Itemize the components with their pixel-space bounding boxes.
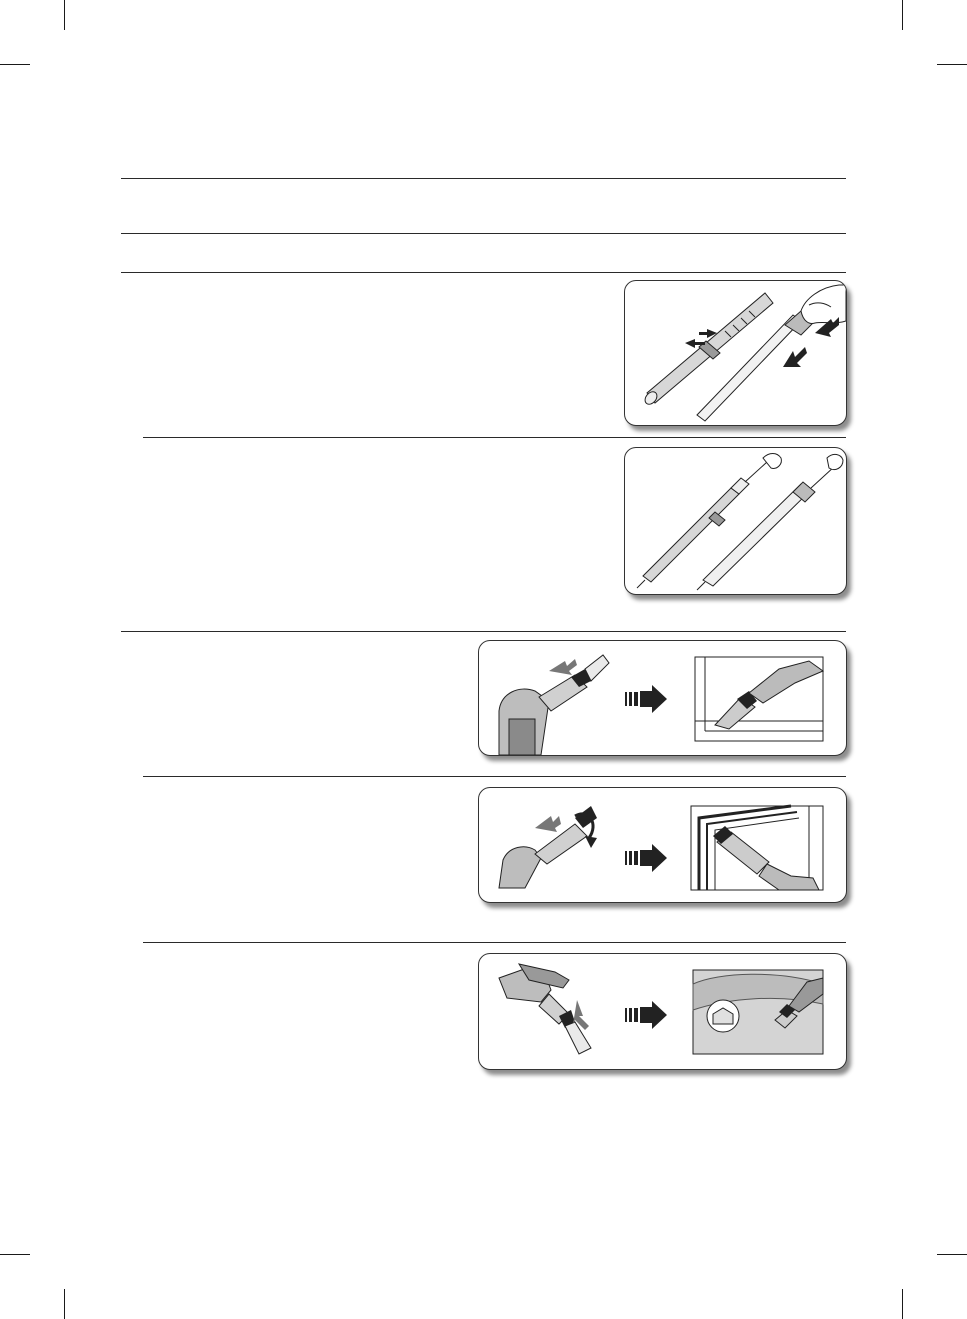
telescopic-pipe-left	[637, 462, 767, 588]
next-step-arrow-icon	[625, 685, 667, 713]
attach-arrow-icon	[549, 659, 577, 675]
title-rule-top	[121, 178, 846, 179]
crop-mark-bottom-right-vertical	[902, 1289, 903, 1319]
crop-mark-top-right-horizontal	[937, 64, 967, 65]
step-divider	[143, 776, 846, 777]
section-2-rule	[121, 631, 846, 632]
crop-mark-top-right-vertical	[902, 0, 903, 30]
window-corner-scene	[695, 657, 823, 741]
extend-arrow-icon	[535, 816, 561, 832]
extend-crevice-tool-illustration	[478, 787, 847, 903]
step-divider	[143, 437, 846, 438]
step-divider	[143, 942, 846, 943]
car-interior-cleaning-illustration	[478, 953, 847, 1070]
window-frame-scene	[691, 806, 823, 890]
crop-mark-bottom-left-horizontal	[0, 1254, 30, 1255]
hand-icon	[801, 285, 846, 324]
crop-mark-top-left-horizontal	[0, 64, 30, 65]
next-step-arrow-icon	[625, 844, 667, 872]
attach-crevice-tool-illustration	[478, 640, 847, 756]
section-1-rule	[121, 272, 846, 273]
telescopic-pipe	[643, 293, 773, 407]
crop-mark-top-left-vertical	[64, 0, 65, 30]
crop-mark-bottom-right-horizontal	[937, 1254, 967, 1255]
telescopic-pipe-right	[697, 466, 835, 590]
next-step-arrow-icon	[625, 1001, 667, 1029]
title-rule-bottom	[121, 233, 846, 234]
pipe-adjust-length-illustration	[624, 280, 847, 426]
pipe-detach-handle-illustration	[624, 447, 847, 595]
hand-icon	[763, 454, 843, 470]
crop-mark-bottom-left-vertical	[64, 1289, 65, 1319]
car-interior-scene	[693, 970, 823, 1054]
